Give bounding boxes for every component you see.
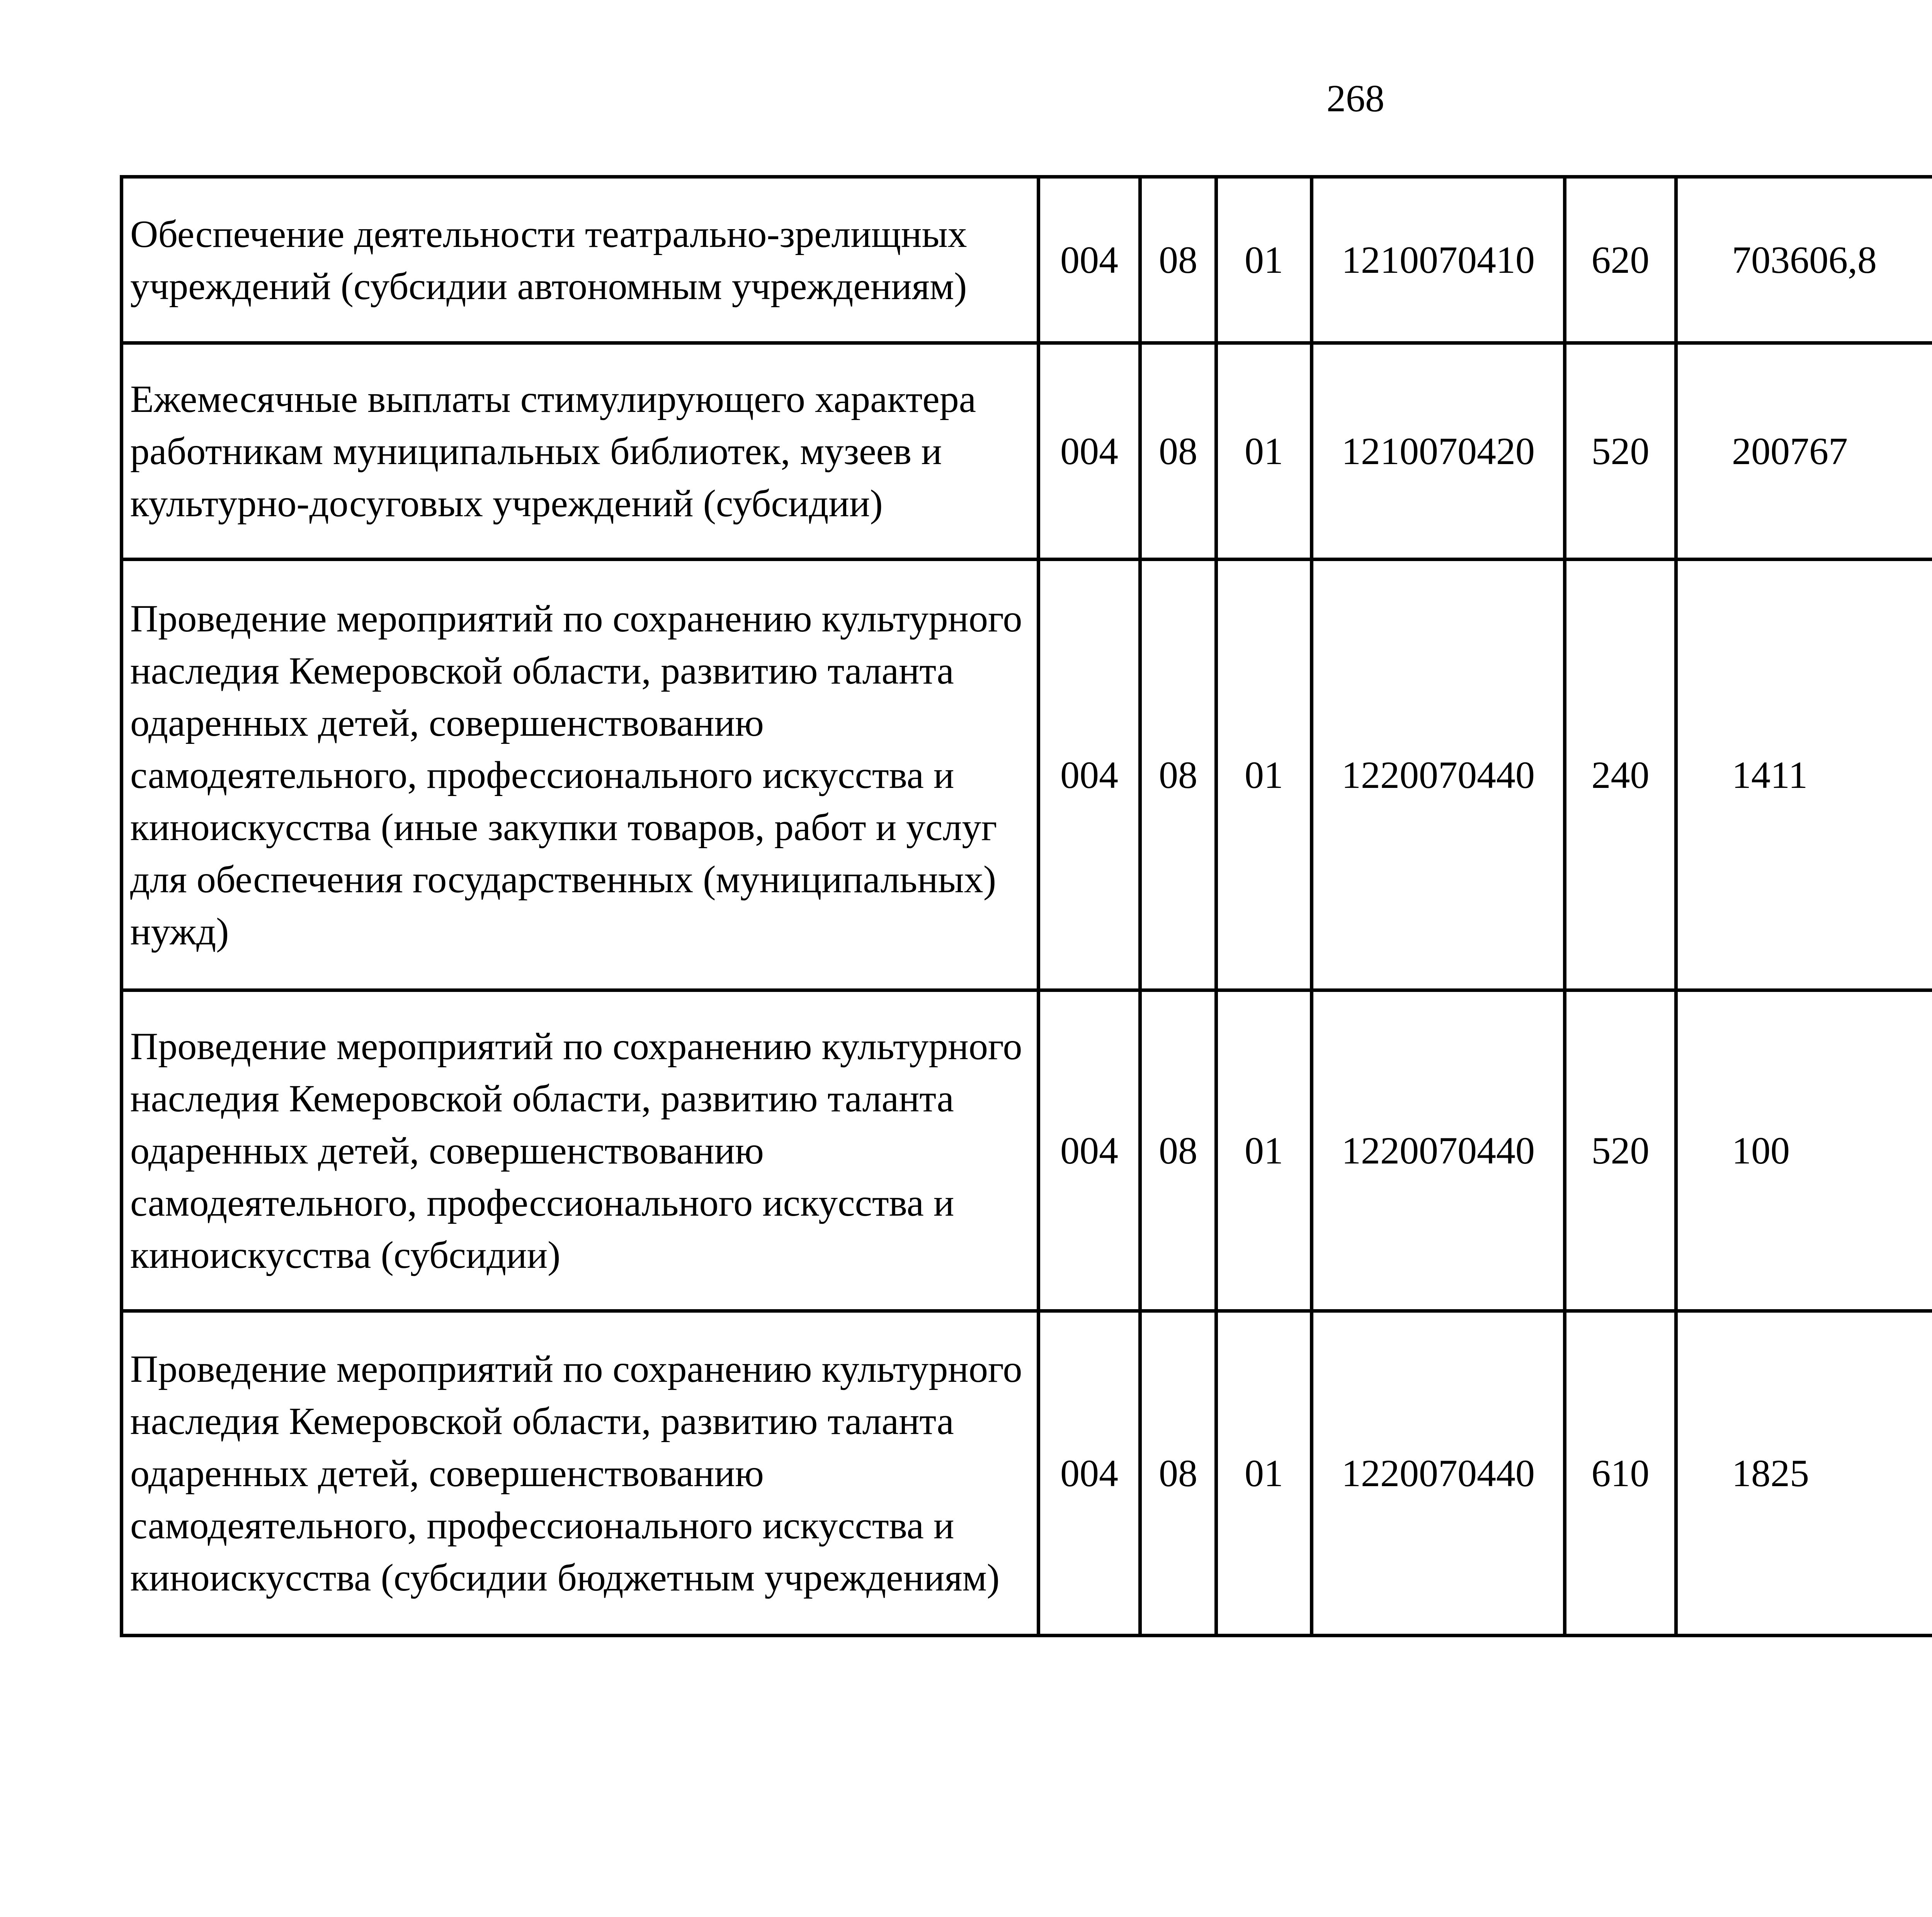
target-article-cell: 1210070420 [1312,343,1565,560]
ministry-code-cell: 004 [1039,177,1140,343]
amount-year1-cell: 1825 [1676,1311,1932,1636]
expense-name-cell: Ежемесячные выплаты стимулирующего характера работникам муниципальных библиотек, музеев и культурно-досуговых учреждений (субсидии) [122,343,1039,560]
expense-type-cell: 620 [1565,177,1676,343]
target-article-cell: 1210070410 [1312,177,1565,343]
expense-name-cell: Проведение мероприятий по сохранению культурного наследия Кемеровской области, развитию таланта одаренных детей, совершенствованию самодеятельного, профессионального искусства и киноискусства (иные закупки товаров, работ и услуг для обеспечения государственных (муниципальных) нужд) [122,560,1039,990]
section-code-cell: 08 [1140,1311,1216,1636]
expense-name-cell: Обеспечение деятельности театрально-зрелищных учреждений (субсидии автономным учреждениям) [122,177,1039,343]
target-article-cell: 1220070440 [1312,560,1565,990]
table-row [122,177,1932,343]
amount-year1-cell: 200767 [1676,343,1932,560]
table-row [122,560,1932,990]
subsection-code-cell: 01 [1216,1311,1312,1636]
subsection-code-cell: 01 [1216,560,1312,990]
page-number: 268 [1327,77,1384,120]
section-code-cell: 08 [1140,177,1216,343]
expense-name-cell: Проведение мероприятий по сохранению культурного наследия Кемеровской области, развитию таланта одаренных детей, совершенствованию самодеятельного, профессионального искусства и киноискусства (субсидии бюджетным учреждениям) [122,1311,1039,1636]
table-row [122,990,1932,1311]
expense-type-cell: 520 [1565,990,1676,1311]
ministry-code-cell: 004 [1039,560,1140,990]
ministry-code-cell: 004 [1039,990,1140,1311]
target-article-cell: 1220070440 [1312,990,1565,1311]
amount-year1-cell: 1411 [1676,560,1932,990]
ministry-code-cell: 004 [1039,1311,1140,1636]
section-code-cell: 08 [1140,990,1216,1311]
expense-type-cell: 610 [1565,1311,1676,1636]
table-row [122,343,1932,560]
subsection-code-cell: 01 [1216,990,1312,1311]
expense-type-cell: 520 [1565,343,1676,560]
budget-table [120,175,1932,1637]
expense-name-cell: Проведение мероприятий по сохранению культурного наследия Кемеровской области, развитию таланта одаренных детей, совершенствованию самодеятельного, профессионального искусства и киноискусства (субсидии) [122,990,1039,1311]
amount-year1-cell: 703606,8 [1676,177,1932,343]
subsection-code-cell: 01 [1216,177,1312,343]
subsection-code-cell: 01 [1216,343,1312,560]
expense-type-cell: 240 [1565,560,1676,990]
table-row [122,1311,1932,1636]
amount-year1-cell: 100 [1676,990,1932,1311]
section-code-cell: 08 [1140,343,1216,560]
target-article-cell: 1220070440 [1312,1311,1565,1636]
ministry-code-cell: 004 [1039,343,1140,560]
section-code-cell: 08 [1140,560,1216,990]
